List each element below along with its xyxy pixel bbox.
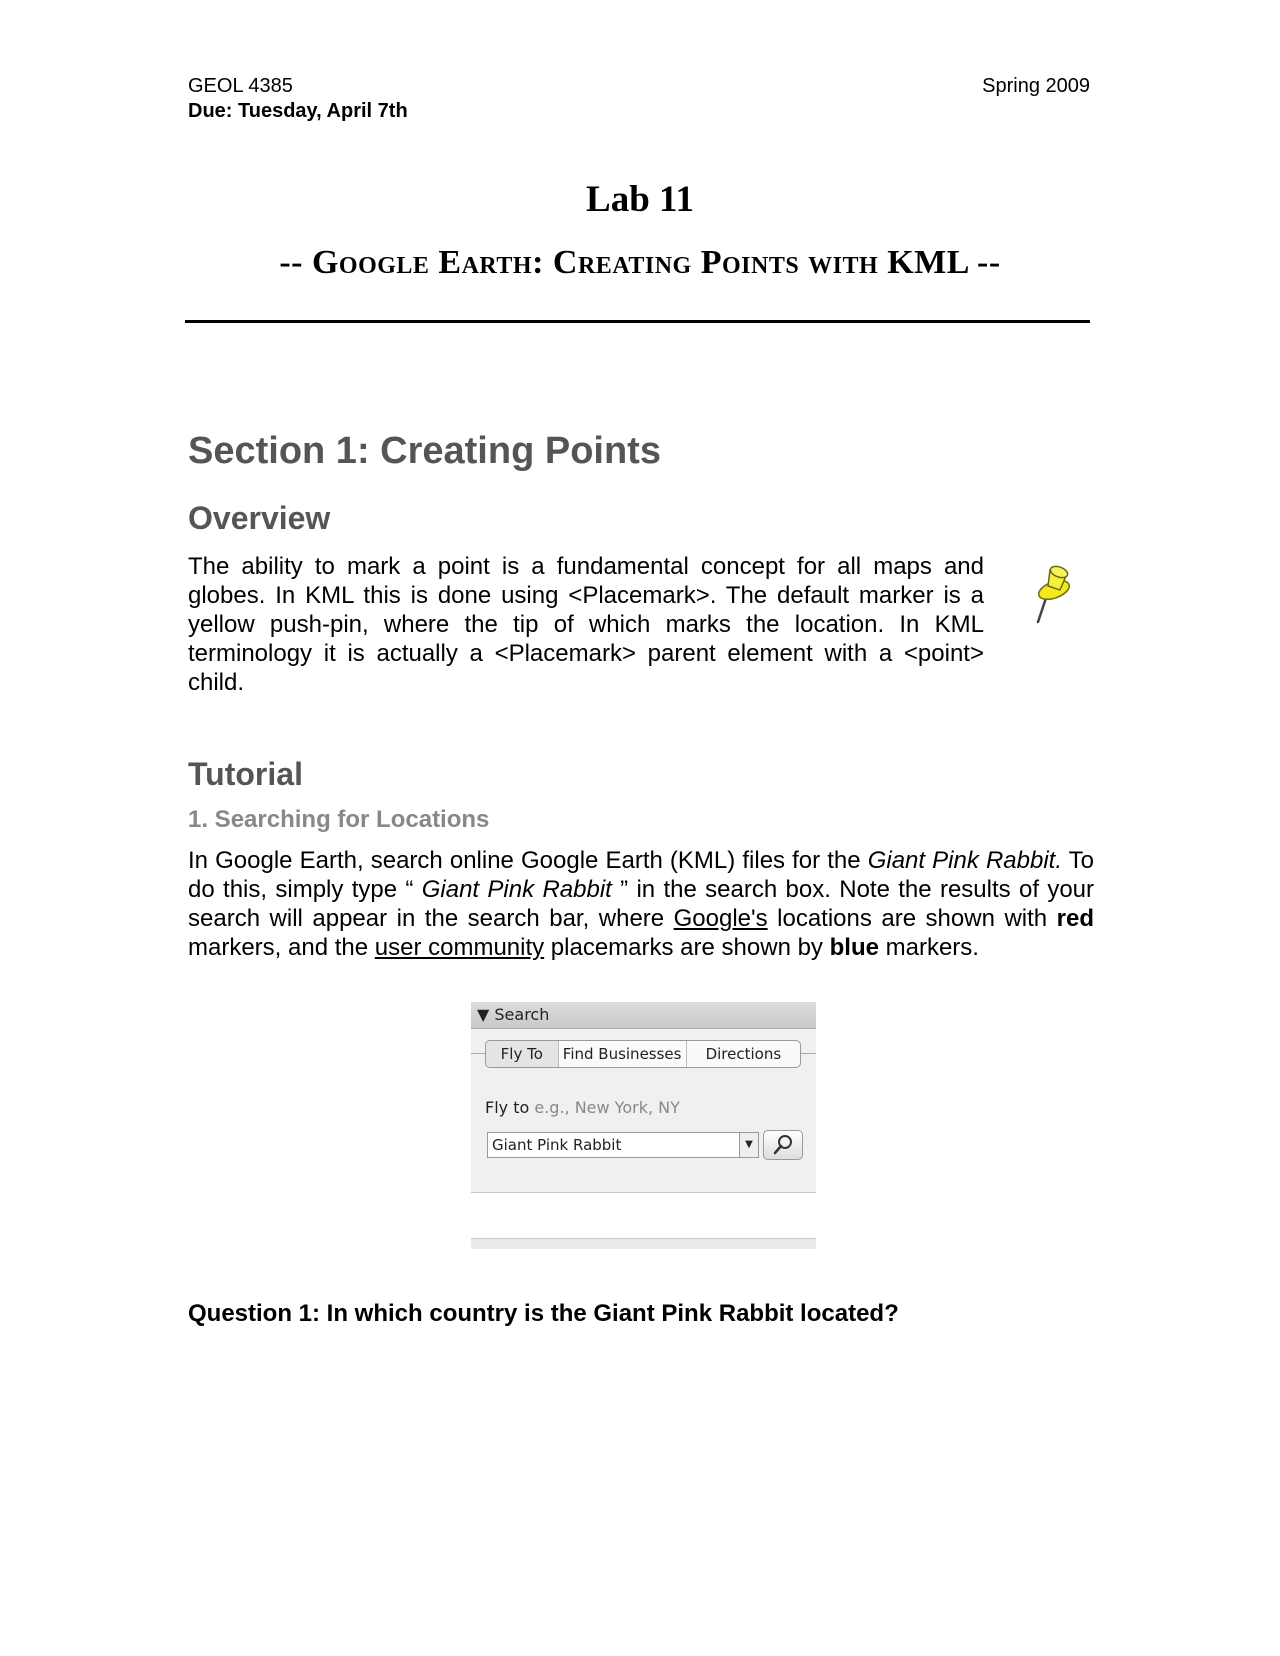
due-date: Due: Tuesday, April 7th	[188, 100, 408, 122]
overview-paragraph: The ability to mark a point is a fundamental concept for all maps and globes. In KML this is done using <Placemark>. The default marker is a yellow push-pin, where the tip of which marks the location. In KML terminology it is actually a <Placemark> parent element with a <point> child.	[188, 553, 984, 696]
search-panel-header[interactable]: ▼ Search	[471, 1002, 816, 1029]
term: Spring 2009	[982, 75, 1090, 97]
lab-subtitle: -- Google Earth: Creating Points with KML --	[279, 244, 1001, 281]
section-heading: Section 1: Creating Points	[188, 430, 661, 472]
tab-fly-to[interactable]: Fly To	[486, 1041, 559, 1067]
fly-to-label: Fly to e.g., New York, NY	[485, 1098, 680, 1117]
search-panel	[471, 1002, 816, 1193]
search-button[interactable]	[763, 1130, 803, 1160]
title-divider	[185, 320, 1090, 323]
question-1: Question 1: In which country is the Giant Pink Rabbit located?	[188, 1300, 899, 1327]
tab-find-businesses[interactable]: Find Businesses	[559, 1041, 687, 1067]
pushpin-icon	[1020, 560, 1076, 626]
step-1-heading: 1. Searching for Locations	[188, 806, 490, 833]
tab-directions[interactable]: Directions	[705, 1045, 782, 1063]
user-community-text: user community	[374, 934, 545, 961]
lab-title: Lab 11	[586, 179, 694, 220]
fly-to-input[interactable]	[487, 1132, 759, 1158]
search-tabs	[485, 1040, 801, 1068]
step-1-paragraph: In Google Earth, search online Google Earth (KML) files for the Giant Pink Rabbit. To do this, simply type “ Giant Pink Rabbit ” in the search box. Note the results of your search will appear in the search bar, where Google's locations are shown with red markers, and the user community placemarks are shown by blue markers.	[188, 847, 1095, 961]
fly-to-input-value: Giant Pink Rabbit	[492, 1136, 622, 1154]
magnifier-icon	[764, 1131, 802, 1159]
chevron-down-icon[interactable]: ▼	[739, 1133, 758, 1157]
course-code: GEOL 4385	[188, 75, 293, 97]
googles-link-text: Google's	[673, 905, 768, 932]
tutorial-heading: Tutorial	[188, 756, 303, 792]
search-panel-footer	[471, 1238, 816, 1249]
overview-heading: Overview	[188, 500, 331, 536]
